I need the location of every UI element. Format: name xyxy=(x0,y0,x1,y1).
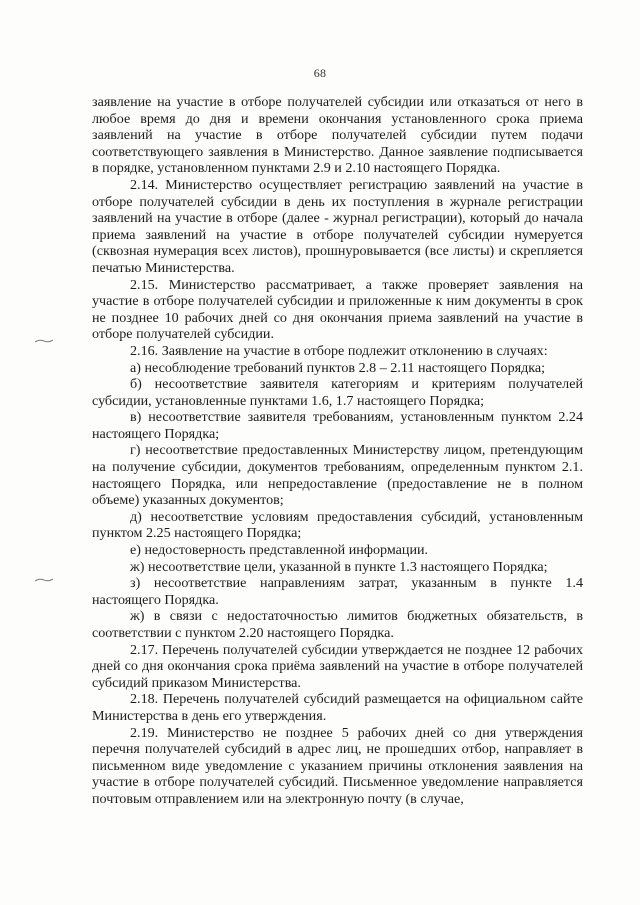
list-item-d: д) несоответствие условиям предоставления субсидий, установленным пунктом 2.25 настоящего Порядка; xyxy=(92,508,583,542)
list-item-a: а) несоблюдение требований пунктов 2.8 – 2.11 настоящего Порядка; xyxy=(130,359,546,376)
page-number: 68 xyxy=(313,66,327,80)
paragraph-2-17: 2.17. Перечень получателей субсидии утверждается не позднее 12 рабочих дней со дня окончания срока приёма заявлений на участие в отборе получателей субсидий приказом Министерства. xyxy=(92,641,583,691)
paragraph-2-14: 2.14. Министерство осуществляет регистрацию заявлений на участие в отборе получателей субсидии в день их поступления в журнале регистрации заявлений на участие в отборе (далее - журнал регистрации), который до начала приема заявлений на участие в отборе получателей субсидии нумеруется (сквозная нумерация всех листов), прошнуровывается (все листы) и скрепляется печатью Министерства. xyxy=(92,176,583,276)
list-item-zh-2: ж) в связи с недостаточностью лимитов бюджетных обязательств, в соответствии с пунктом 2.20 настоящего Порядка. xyxy=(92,608,583,641)
list-item-zh: ж) несоответствие цели, указанной в пункте 1.3 настоящего Порядка; xyxy=(130,558,548,575)
paragraph-2-18: 2.18. Перечень получателей субсидий размещается на официальном сайте Министерства в день его утверждения. xyxy=(92,691,583,724)
paragraph-continuation: заявление на участие в отборе получателей субсидии или отказаться от него в любое время до дня и времени окончания установленного срока приема заявлений на участие в отборе получателей субсидии путем подачи соответствующего заявления в Министерство. Данное заявление подписывается в порядке, установленном пунктами 2.9 и 2.10 настоящего Порядка. xyxy=(92,94,583,177)
paragraph-2-19: 2.19. Министерство не позднее 5 рабочих дней со дня утверждения перечня получателей субсидий в адрес лиц, не прошедших отбор, направляет в письменном виде уведомление с указанием причины отклонения заявления на участие в отборе получателей субсидий. Письменное уведомление направляется почтовым отправлением или на электронную почту (в случае, xyxy=(92,724,583,807)
list-item-g: г) несоответствие предоставленных Министерству лицом, претендующим на получение субсидии, документов требованиям, определенным пунктом 2.1. настоящего Порядка, или непредоставление (предоставление не в полном объеме) указанных документов; xyxy=(92,442,583,509)
document-body xyxy=(92,94,583,808)
list-item-e: е) недостоверность представленной информации. xyxy=(130,542,429,559)
list-item-b: б) несоответствие заявителя категориям и критериям получателей субсидии, установленные пунктами 1.6, 1.7 настоящего Порядка; xyxy=(92,376,583,409)
list-item-z: з) несоответствие направлениям затрат, указанным в пункте 1.4 настоящего Порядка. xyxy=(92,575,583,608)
scan-mark xyxy=(34,338,54,344)
list-item-v: в) несоответствие заявителя требованиям, установленным пунктом 2.24 настоящего Порядка; xyxy=(92,409,583,442)
paragraph-2-15: 2.15. Министерство рассматривает, а также проверяет заявления на участие в отборе получателей субсидии и приложенные к ним документы в срок не позднее 10 рабочих дней со дня окончания приема заявлений на участие в отборе получателей субсидии. xyxy=(92,276,583,343)
paragraph-2-16: 2.16. Заявление на участие в отборе подлежит отклонению в случаях: xyxy=(130,342,548,359)
scan-mark xyxy=(34,577,54,583)
